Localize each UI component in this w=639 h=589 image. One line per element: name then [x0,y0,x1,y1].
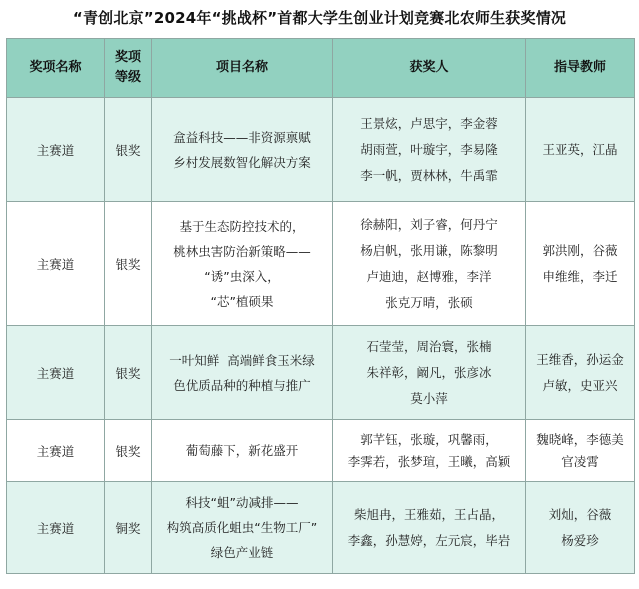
header-award-level-text: 奖项 等级 [114,50,141,85]
table-row [7,420,635,482]
project-cell [152,202,333,326]
winners-line: 莫小萍 [410,390,448,406]
winners-line: 郭芊钰，张璇，巩馨雨， [360,431,498,447]
advisors-line: 魏晓峰，李德美 [536,431,624,447]
project-line: 科技“蛆”动减排—— [185,495,299,510]
header-advisors: 指导教师 [526,39,635,98]
project-line: 桃林虫害防治新策略—— [173,243,311,259]
advisors-line: 申维维，李迁 [542,268,618,284]
advisors-cell [526,420,635,482]
advisors-cell [526,326,635,420]
advisors-cell [526,482,635,574]
project-line: 色优质品种的种植与推广 [173,377,311,393]
winners-line: 王景炫，卢思宇，李金蓉 [360,115,498,131]
project-line: 葡萄藤下，新花盛开 [185,443,299,458]
award-level-cell: 银奖 [105,420,152,482]
page-title: “青创北京”2024年“挑战杯”首都大学生创业计划竞赛北农师生获奖情况 [72,9,567,27]
winners-line: 石莹莹，周治寰，张楠 [366,338,492,354]
award-level-cell: 银奖 [105,202,152,326]
award-name-cell: 主赛道 [7,202,105,326]
award-name-cell: 主赛道 [7,326,105,420]
table-row [7,98,635,202]
project-cell [152,482,333,574]
winners-cell [333,202,526,326]
advisors-line: 王维香，孙运金 [536,351,624,367]
award-name-cell: 主赛道 [7,482,105,574]
table-row [7,326,635,420]
winners-line: 李一帆，贾林林，牛禹霏 [360,167,498,183]
winners-line: 朱祥彰，阚凡，张彦冰 [366,364,492,380]
project-line: 盒益科技——非资源禀赋 [173,129,311,145]
table-row [7,482,635,574]
header-award-name: 奖项名称 [7,39,105,98]
table-header-row [7,39,635,98]
winners-line: 李鑫，孙慧婷，左元宸，毕岩 [347,532,511,548]
winners-line: 张克万晴，张硕 [385,294,473,310]
award-level-cell: 银奖 [105,98,152,202]
project-line: “芯”植硕果 [210,293,274,309]
award-level-cell: 银奖 [105,326,152,420]
project-line: 乡村发展数智化解决方案 [173,154,311,170]
header-winners: 获奖人 [333,39,526,98]
project-line: 一叶知鲜 高端鲜食玉米绿 [169,352,315,368]
winners-line: 李霁若，张梦瑄，王曦，高颖 [347,453,511,469]
award-level-cell: 铜奖 [105,482,152,574]
advisors-line: 刘灿，谷薇 [548,506,612,522]
winners-cell [333,420,526,482]
winners-line: 胡雨萱，叶璇宇，李易隆 [360,141,498,157]
advisors-line: 卢敏，史亚兴 [542,377,618,393]
project-cell [152,420,333,482]
winners-cell [333,98,526,202]
advisors-cell [526,202,635,326]
winners-cell [333,482,526,574]
advisors-line: 王亚英，江晶 [542,141,618,157]
winners-line: 杨启帆，张用谦，陈黎明 [360,242,498,258]
winners-cell [333,326,526,420]
awards-table [6,38,635,574]
award-name-cell: 主赛道 [7,98,105,202]
project-cell [152,98,333,202]
project-line: 构筑高质化蛆虫“生物工厂” [166,520,318,535]
header-project-name: 项目名称 [152,39,333,98]
advisors-line: 杨爱珍 [561,532,599,548]
project-line: 绿色产业链 [210,545,274,560]
project-line: 基于生态防控技术的， [179,218,305,234]
project-line: “诱”虫深入， [204,268,280,284]
advisors-cell [526,98,635,202]
winners-line: 卢迪迪，赵博雅，李洋 [366,268,492,284]
project-cell [152,326,333,420]
award-name-cell: 主赛道 [7,420,105,482]
table-row [7,202,635,326]
advisors-line: 郭洪刚，谷薇 [542,242,618,258]
winners-line: 柴旭冉，王雅茹，王占晶， [353,506,504,522]
winners-line: 徐赫阳，刘子睿，何丹宁 [360,216,498,232]
header-award-level [105,39,152,98]
advisors-line: 官凌霄 [561,453,599,469]
